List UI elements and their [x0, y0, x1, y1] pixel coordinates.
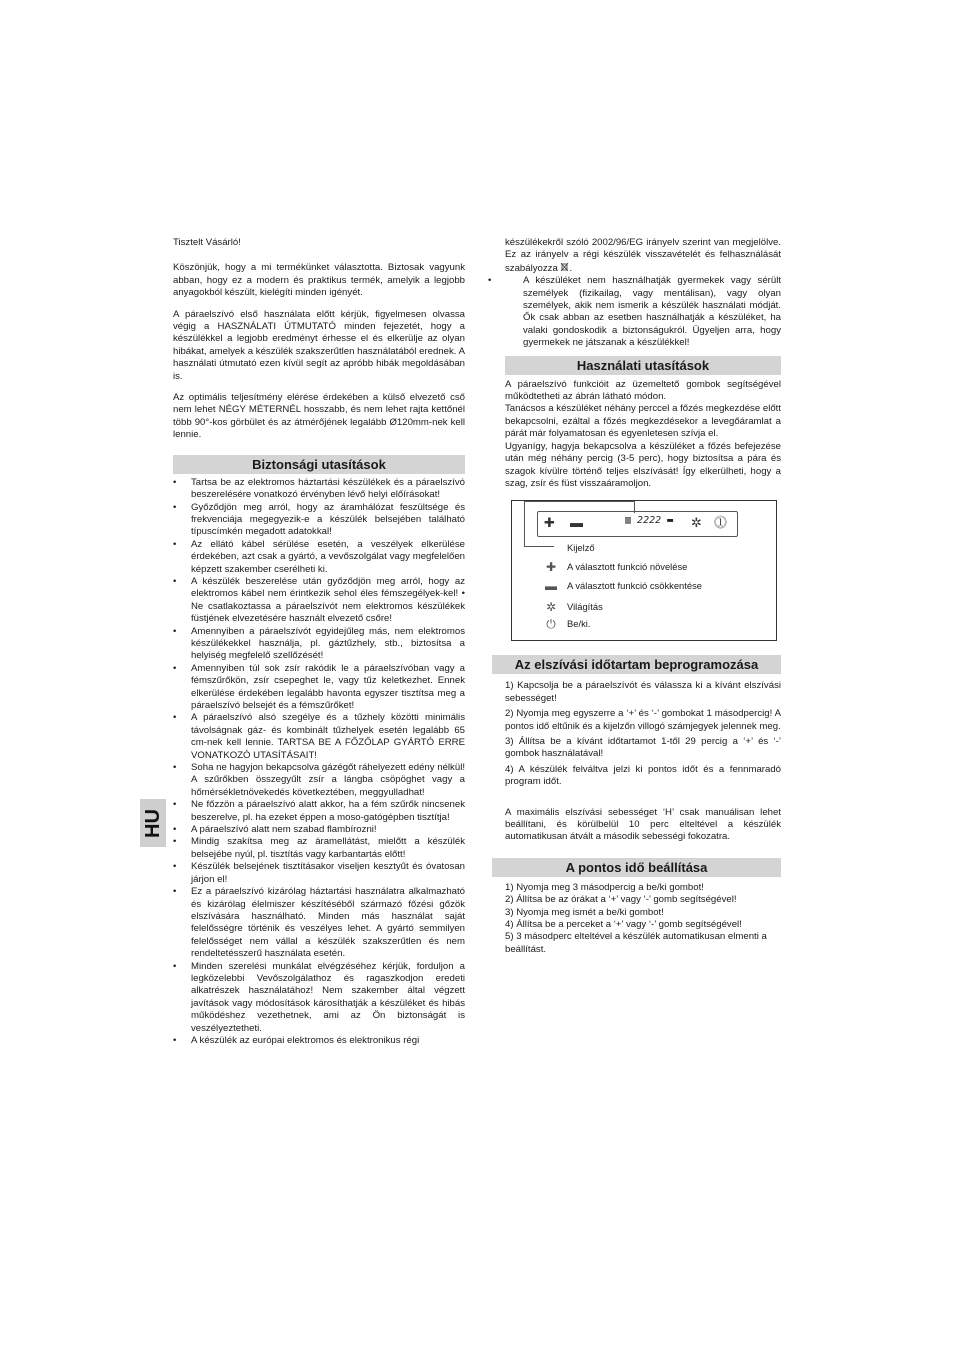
crossed-bin-icon	[560, 262, 569, 272]
safety-item: • Amennyiben a páraelszívót egyidejűleg más, nem elektromos készülékekkel használja, pl. gáztűzhely, stb., biztosítsa a helyiség megfelelő szellőzését!	[173, 626, 465, 663]
clock-heading: A pontos idő beállítása	[492, 858, 781, 877]
plus-icon: ✚	[544, 515, 555, 531]
minus-icon: ▬	[545, 579, 557, 594]
safety-item: • Az ellátó kábel sérülése esetén, a veszélyek elkerülése érdekében, azt csak a gyártó, a vevőszolgálat vagy megfelelően képzett szakember cserélheti ki.	[173, 539, 465, 576]
weee-continuation: készülékekről szóló 2002/96/EG irányelv szerint van megjelölve. Ez az irányelv a régi készülék visszavételét és felhasználását szabályozza .	[505, 237, 781, 274]
timer-heading: Az elszívási időtartam beprogramozása	[492, 655, 781, 674]
clock-steps	[505, 882, 781, 956]
safety-item: • Ne főzzön a páraelszívó alatt akkor, ha a fém szűrők nincsenek beszerelve, pl. ha ezeket éppen a moso-gatógépben tisztítja!	[173, 799, 465, 824]
light-icon: ✲	[545, 600, 557, 615]
legend-plus: ✚ A választott funkció növelése	[542, 561, 560, 574]
power-icon: ⓵	[714, 515, 728, 531]
intro-paragraph-2: A páraelszívó első használata előtt kérjük, figyelmesen olvassa végig a HASZNÁLATI ÚTMUTATÓ minden fejezetét, hogy a készülékkel a legjobb eredményt érhesse el és elkerülje az olyan hibákat, amelyek a készülék szakszerűtlen használatából erednek. A használati útmutató ezen kívül segít az apróbb hibák megoldásában is.	[173, 308, 465, 382]
intro-paragraph-3: Az optimális teljesítmény elérése érdekében a külső elvezető cső nem lehet NÉGY MÉTERNÉL hosszabb, és nem lehet rajta kettőnél több 90°-kos görbület és az átmérőjének legalább Ø120mm-nek kell lennie.	[173, 392, 465, 441]
usage-text-1: A páraelszívó funkcióit az üzemeltető gombok segítségével működtetheti az ábrán látható módon.	[505, 378, 781, 403]
minus-icon: ▬	[570, 515, 583, 531]
list-item: • A készüléket nem használhatják gyermekek vagy sérült személyek (fizikailag, vagy mentálisan), vagy olyan személyek, akik nem ismerik a készülék használati módját. Ők csak abban az esetben használhatják a készüléket, ha valaki gondoskodik a biztonságukról. Ügyeljen arra, hogy gyermekek ne játszanak a készülékkel!	[505, 275, 781, 349]
safety-item: • Tartsa be az elektromos háztartási készülékek és a páraelszívó beszerelésére vonatkozó érvényben lévő helyi előírásokat!	[173, 477, 465, 502]
weee-text: készülékekről szóló 2002/96/EG irányelv szerint van megjelölve. Ez az irányelv a régi készülék visszavételét és felhasználását szabályozza	[505, 237, 781, 274]
clock-step: 2) Állítsa be az órákat a ‘+’ vagy ‘-’ gomb segítségével!	[505, 894, 737, 906]
clock-step: 3) Nyomja meg ismét a be/ki gombot!	[505, 906, 664, 918]
language-code: HU	[141, 808, 164, 838]
safety-item: • A készülék beszerelése után győződjön meg arról, hogy az elektromos kábel nem érintkezik sehol éles fémszegélyek-kel! • Ne csatlakoztassa a páraelszívót nem elektromos készülékek füstjének elvezetésére használt elvezető csőre!	[173, 576, 465, 626]
language-tab	[140, 799, 166, 847]
timer-steps	[505, 680, 781, 788]
legend-power: ⏻ Be/ki.	[542, 618, 560, 631]
timer-step: 3) Állítsa be a kívánt időtartamot 1-től 29 percig a ‘+’ és ‘-’ gombok használatával!	[505, 735, 781, 760]
safety-item: • A páraelszívó alatt nem szabad flambírozni!	[173, 824, 465, 836]
legend-minus: ▬ A választott funkció csökkentése	[542, 580, 560, 593]
light-icon: ✲	[691, 515, 702, 531]
safety-heading: Biztonsági utasítások	[173, 455, 465, 474]
greeting: Tisztelt Vásárló!	[173, 237, 241, 248]
right-column	[505, 237, 781, 956]
clock-step: 5) 3 másodperc elteltével a készülék automatikusan elmenti a beállítást.	[505, 931, 767, 955]
usage-paragraph-1	[505, 379, 781, 404]
usage-heading: Használati utasítások	[505, 356, 781, 375]
panel-display: ▥ 2222 ▬	[625, 515, 674, 527]
right-safety-list	[505, 275, 781, 349]
safety-item: • Minden szerelési munkálat elvégzéséhez kérjük, forduljon a legközelebbi Vevőszolgálathoz és ragaszkodjon eredeti alkatrészek használatához! Nem szakember által végzett javítások vagy módosítások károsíthatják a készüléket és hibás működéshez vezethetnek, ami az Ön biztonságát is veszélyeztetheti.	[173, 961, 465, 1035]
clock-step: 4) Állítsa be a perceket a ‘+’ vagy ‘-’ gomb segítségével!	[505, 919, 742, 930]
timer-step: 2) Nyomja meg egyszerre a ‘+’ és ‘-’ gombokat 1 másodpercig! A pontos idő eltűnik és a kijelzőn villogó számjegyek jelennek meg.	[505, 708, 781, 732]
display-digits: 2222	[637, 515, 662, 527]
clock-step: 1) Nyomja meg 3 másodpercig a be/ki gombot!	[505, 881, 704, 893]
safety-item: • Ez a páraelszívó kizárólag háztartási használatra alkalmazható és kizárólag élelmiszer készítéséből származó főzési gőzök elszívására használható. Minden más használat saját felelősségre történik és veszélyes lehet. A gyártó semmilyen felelősséget nem vállal a készülék szakszerűtlen és nem rendeltetésszerű használata esetén.	[173, 886, 465, 960]
safety-item: • A készülék az európai elektromos és elektronikus régi	[173, 1035, 465, 1047]
safety-item: • Győződjön meg arról, hogy az áramhálózat feszültsége és frekvenciája megegyezik-e a készülék belsejében található típuscímkén megadott adatokkal!	[173, 502, 465, 539]
usage-paragraph-2: Tanácsos a készüléket néhány perccel a főzés megkezdése előtt bekapcsolni, ezáltal a főzés megkezdésekor a levegőáramlat a párát már folyamatosan és egyenletesen szívja el.	[505, 403, 781, 440]
power-icon: ⏻	[546, 617, 556, 632]
safety-item: • Készülék belsejének tisztításakor viseljen kesztyűt és óvatosan járjon el!	[173, 861, 465, 886]
timer-step: 4) A készülék felváltva jelzi ki pontos időt és a fennmaradó program időt.	[505, 763, 781, 788]
plus-icon: ✚	[545, 560, 557, 575]
legend-light: ✲ Világítás	[542, 601, 560, 614]
safety-item: • A páraelszívó alsó szegélye és a tűzhely közötti minimális távolságnak gáz- és kombinált tűzhelyek esetén legalább 65 cm-nek kell lennie. TARTSA BE A FŐZŐLAP GYÁRTÓ ERRE VONATKOZÓ UTASÍTÁSAIT!	[173, 712, 465, 762]
usage-paragraph-3: Ugyanígy, hagyja bekapcsolva a készüléket a főzés befejezése után még néhány percig (3-5 perc), hogy biztosítsa a pára és szagok kívülre történő teljes elszívását! Így elkerülheti, hogy a szag, zsír és füst visszaáramoljon.	[505, 440, 781, 489]
intro-paragraph-1: Köszönjük, hogy a mi termékünket választotta. Biztosak vagyunk abban, hogy ez a modern és praktikus termék, amelyik a legjobb anyagokból készült, kielégíti minden igényét.	[173, 262, 465, 299]
safety-list	[173, 477, 465, 1048]
timer-note: A maximális elszívási sebességet ‘H’ csak manuálisan lehet beállítani, és körülbelül 10 perc elteltével a készülék automatikusan átvált a második sebességi fokozatra.	[505, 806, 781, 843]
safety-item: • Soha ne hagyjon bekapcsolva gázégőt ráhelyezett edény nélkül! A szűrőkben összegyűlt zsír a lángba csöpöghet vagy a hőmérsékletnövekedés következtében, meggyulladhat!	[173, 762, 465, 799]
control-panel-diagram	[511, 500, 777, 641]
safety-item: • Amennyiben túl sok zsír rakódik le a páraelszívóban vagy a fémszűrőkön, zsír csepeghet le, vagy tűz keletkezhet. Ennek elkerülése érdekében legalább havonta egyszer tisztítsa meg a páraelszívó belsejét és a fémszűrőket!	[173, 663, 465, 713]
legend-display: Kijelző	[567, 542, 595, 554]
left-column	[173, 237, 465, 1047]
timer-step: 1) Kapcsolja be a páraelszívót és válassza ki a kívánt elszívási sebességet!	[505, 680, 781, 704]
control-panel	[537, 511, 738, 537]
safety-item: • Mindig szakítsa meg az áramellátást, mielőtt a készülék belsejébe nyúl, pl. tisztítás vagy karbantartás előtt!	[173, 836, 465, 861]
